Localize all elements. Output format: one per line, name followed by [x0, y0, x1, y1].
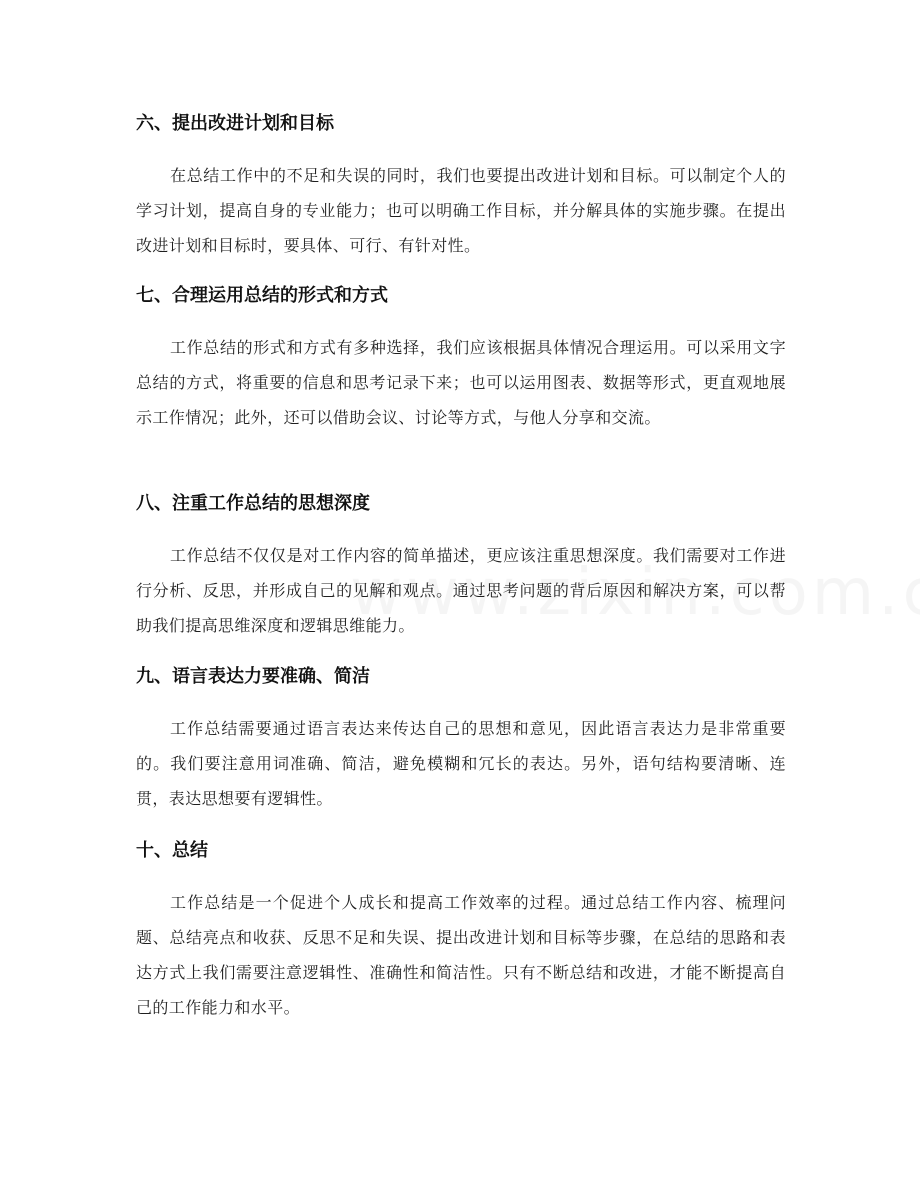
section-body: 工作总结的形式和方式有多种选择，我们应该根据具体情况合理运用。可以采用文字总结的方式，将重要的信息和思考记录下来；也可以运用图表、数据等形式，更直观地展示工作情况；此外，还可以借助会议、讨论等方式，与他人分享和交流。	[136, 338, 786, 427]
section-body: 在总结工作中的不足和失误的同时，我们也要提出改进计划和目标。可以制定个人的学习计划，提高自身的专业能力；也可以明确工作目标，并分解具体的实施步骤。在提出改进计划和目标时，要具体、可行、有针对性。	[136, 166, 786, 255]
section-7	[136, 284, 786, 435]
section-heading: 十、总结	[136, 840, 208, 861]
section-heading: 七、合理运用总结的形式和方式	[136, 285, 388, 306]
section-body: 工作总结需要通过语言表达来传达自己的思想和意见，因此语言表达力是非常重要的。我们要注意用词准确、简洁，避免模糊和冗长的表达。另外，语句结构要清晰、连贯，表达思想要有逻辑性。	[136, 719, 786, 808]
section-9	[136, 665, 786, 816]
section-heading: 八、注重工作总结的思想深度	[136, 493, 370, 514]
section-heading: 六、提出改进计划和目标	[136, 113, 334, 134]
section-8	[136, 492, 786, 643]
section-heading: 九、语言表达力要准确、简洁	[136, 666, 370, 687]
section-10	[136, 839, 786, 1025]
section-body: 工作总结不仅仅是对工作内容的简单描述，更应该注重思想深度。我们需要对工作进行分析、反思，并形成自己的见解和观点。通过思考问题的背后原因和解决方案，可以帮助我们提高思维深度和逻辑思维能力。	[136, 546, 786, 635]
section-body: 工作总结是一个促进个人成长和提高工作效率的过程。通过总结工作内容、梳理问题、总结亮点和收获、反思不足和失误、提出改进计划和目标等步骤，在总结的思路和表达方式上我们需要注意逻辑性、准确性和简洁性。只有不断总结和改进，才能不断提高自己的工作能力和水平。	[136, 893, 786, 1017]
section-6	[136, 112, 786, 263]
